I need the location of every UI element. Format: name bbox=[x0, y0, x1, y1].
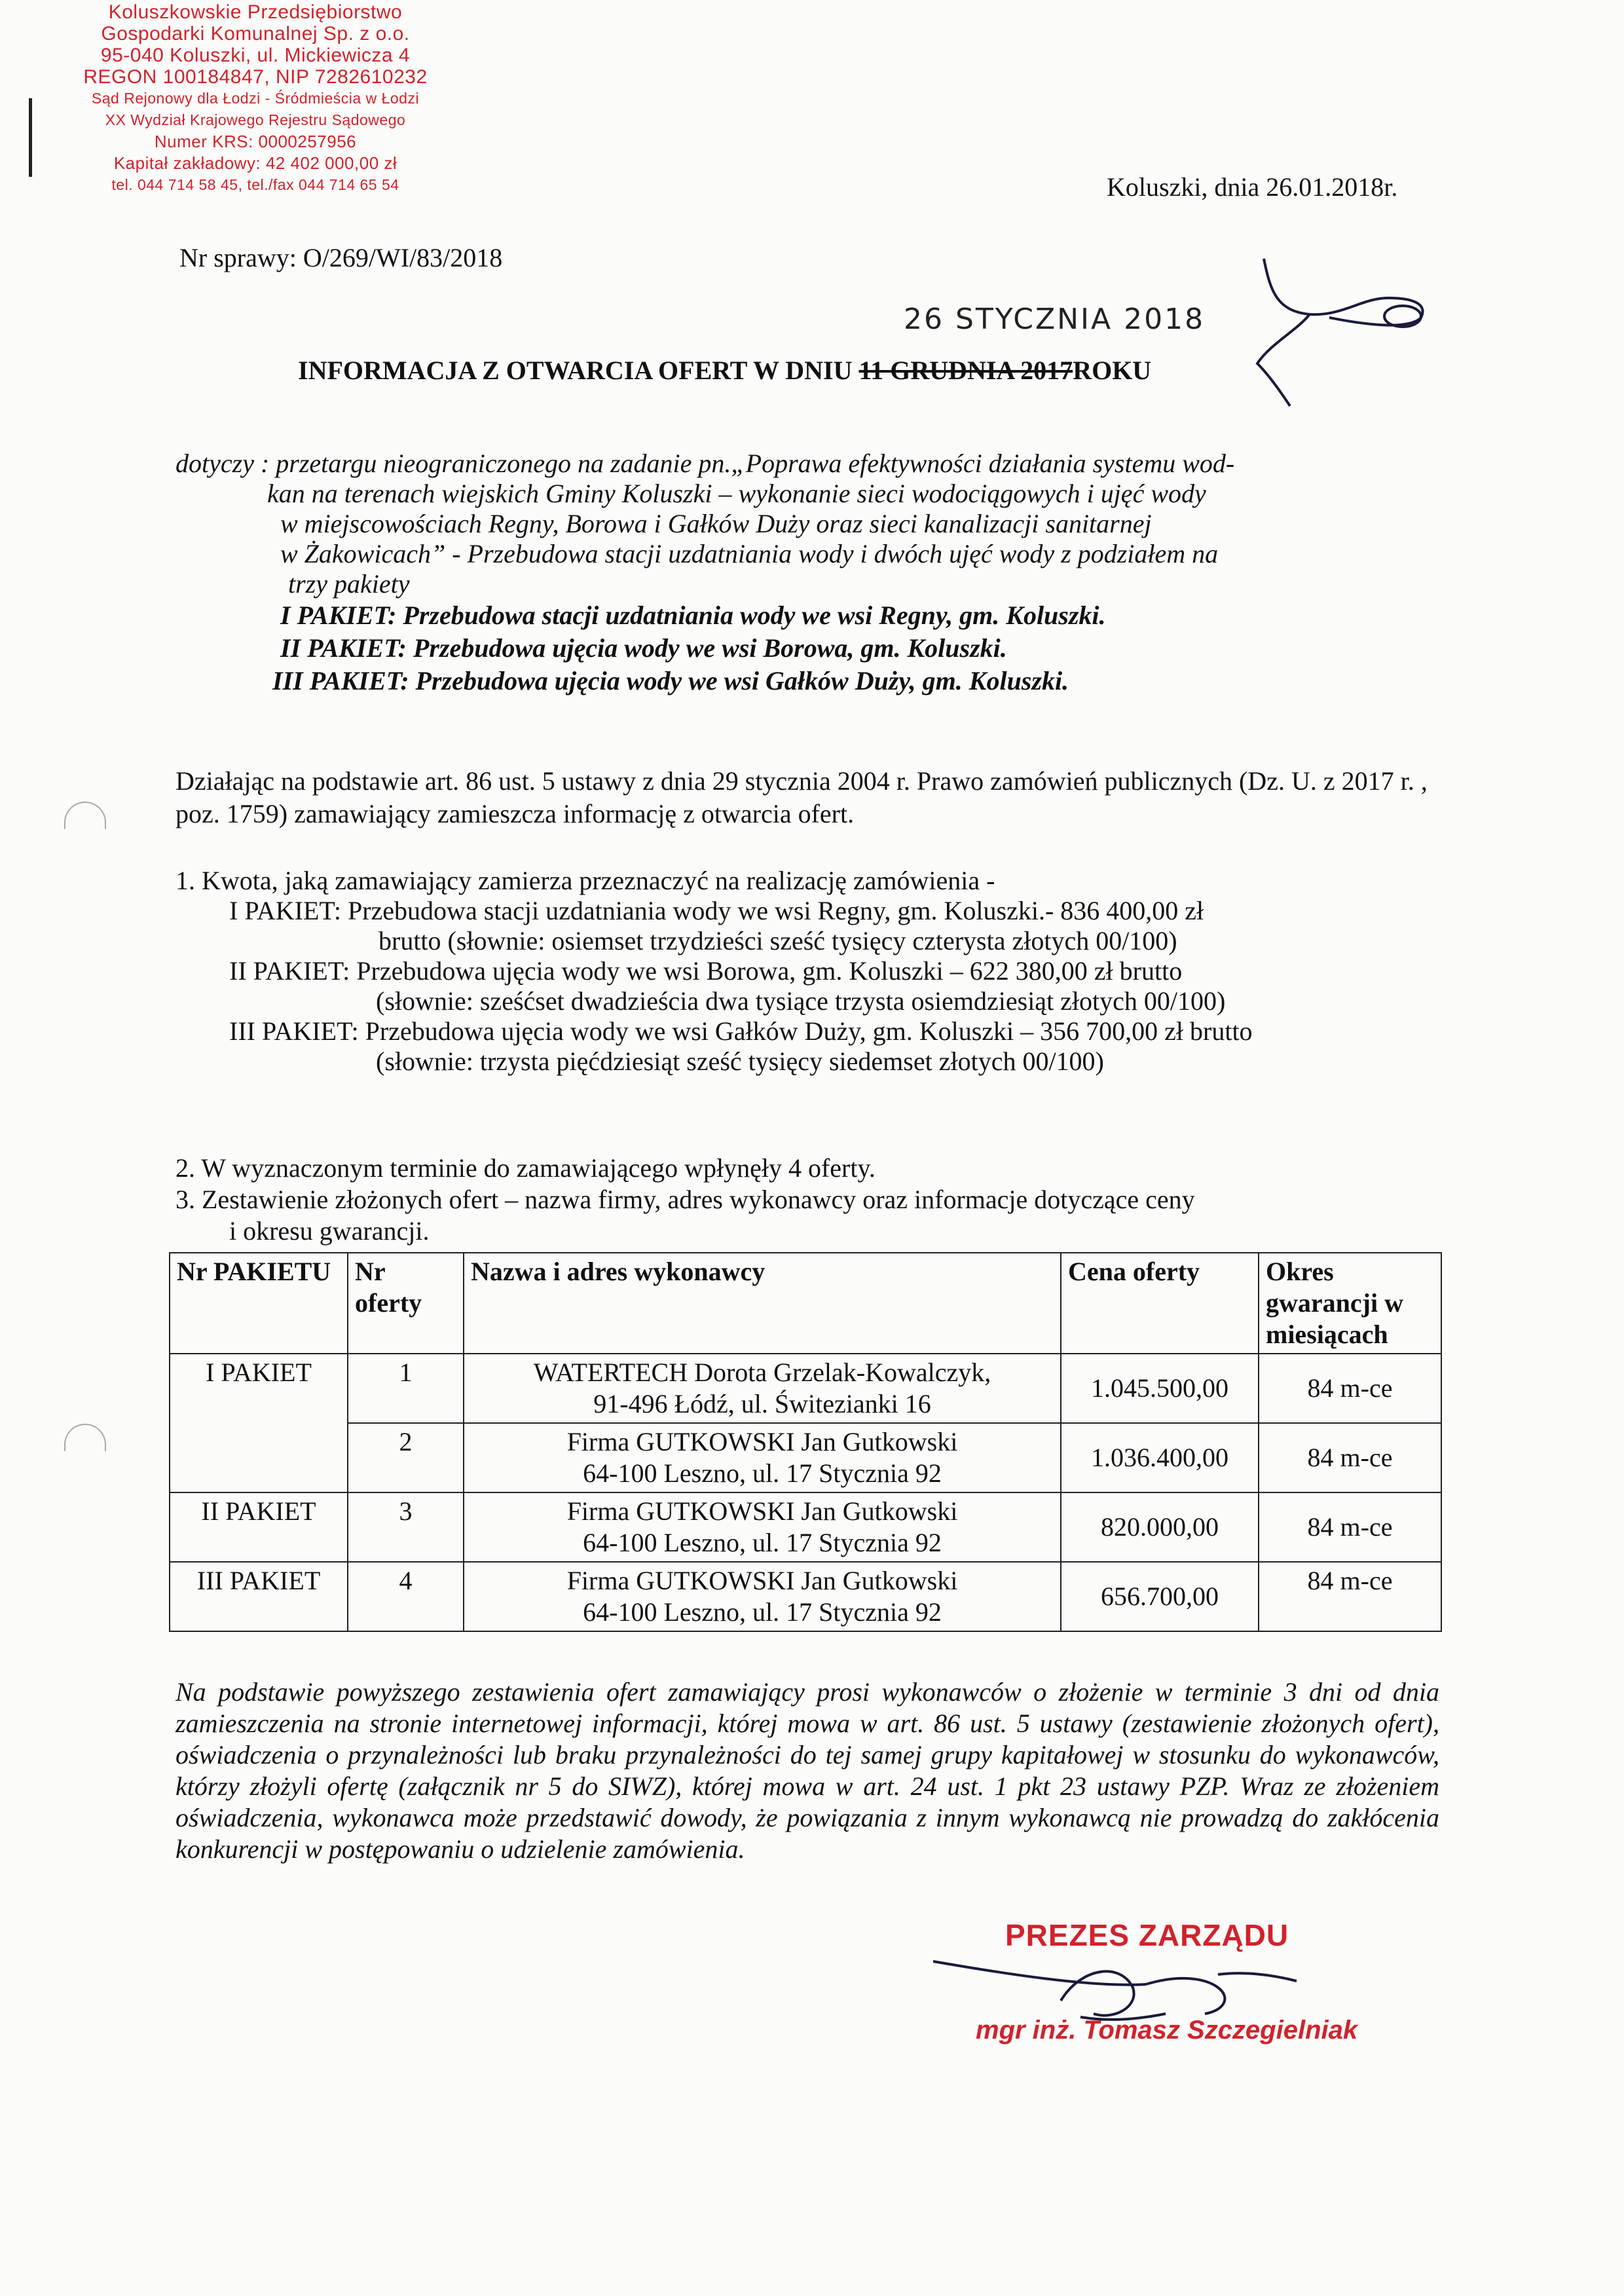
intro-line: trzy pakiety bbox=[288, 569, 410, 599]
signatory-name: mgr inż. Tomasz Szczegielniak bbox=[976, 2016, 1358, 2045]
stamp-pen-mark bbox=[29, 98, 32, 177]
signature-title-stamp: PREZES ZARZĄDU bbox=[1005, 1918, 1289, 1952]
cell-offer: 4 bbox=[348, 1562, 464, 1631]
punch-hole bbox=[64, 802, 106, 829]
intro-line: kan na terenach wiejskich Gminy Koluszki – wykonanie sieci wodociągowych i ujęć wody bbox=[267, 479, 1206, 508]
cell-contractor bbox=[464, 1562, 1061, 1631]
amount-line: (słownie: trzysta pięćdziesiąt sześć tysięcy siedemset złotych 00/100) bbox=[376, 1046, 1104, 1076]
closing-paragraph: Na podstawie powyższego zestawienia ofert zamawiający prosi wykonawców o złożenie w terminie 3 dni od dnia zamieszczenia na stronie internetowej informacji, której mowa w art. 86 ust. 5 ustawy (zestawienie złożonych ofert), oświadczenia o przynależności lub braku przynależności do tej samej grupy kapitałowej w stosunku do wykonawców, którzy złożyli ofertę (załącznik nr 5 do SIWZ), której mowa w art. 24 ust. 1 pkt 23 ustawy PZP. Wraz ze złożeniem oświadczenia, wykonawca może przedstawić dowody, że powiązania z innym wykonawcą nie prowadzą do zakłócenia konkurencji w postępowaniu o udzielenie zamówienia. bbox=[175, 1677, 1439, 1864]
contractor-address: 91-496 Łódź, ul. Świtezianki 16 bbox=[593, 1389, 931, 1418]
intro-line: w Żakowicach” - Przebudowa stacji uzdatniania wody i dwóch ujęć wody z podziałem na bbox=[280, 539, 1219, 568]
cell-price: 820.000,00 bbox=[1061, 1492, 1259, 1562]
stamp-line: Numer KRS: 0000257956 bbox=[154, 132, 357, 151]
document-date: Koluszki, dnia 26.01.2018r. bbox=[1107, 172, 1398, 202]
company-stamp bbox=[26, 1, 485, 196]
heading-main: INFORMACJA Z OTWARCIA OFERT W DNIU bbox=[298, 356, 853, 385]
contractor-address: 64-100 Leszno, ul. 17 Stycznia 92 bbox=[583, 1528, 942, 1557]
cell-offer: 1 bbox=[348, 1354, 464, 1423]
amount-line: III PAKIET: Przebudowa ujęcia wody we wsi Gałków Duży, gm. Koluszki – 356 700,00 zł brutto bbox=[229, 1016, 1253, 1046]
offers-table bbox=[169, 1252, 1442, 1632]
contractor-address: 64-100 Leszno, ul. 17 Stycznia 92 bbox=[583, 1458, 942, 1488]
table-header-row bbox=[170, 1253, 1441, 1354]
heading-struck-date: 11 GRUDNIA 2017 bbox=[858, 356, 1073, 385]
cell-price: 1.045.500,00 bbox=[1061, 1354, 1259, 1423]
cell-offer: 2 bbox=[348, 1423, 464, 1492]
table-row bbox=[170, 1492, 1441, 1562]
header-package: Nr PAKIETU bbox=[170, 1253, 348, 1354]
point-3-cont: i okresu gwarancji. bbox=[229, 1216, 430, 1246]
header-warranty: Okres gwarancji w miesiącach bbox=[1259, 1253, 1441, 1354]
points-list bbox=[175, 1153, 1446, 1247]
header-contractor: Nazwa i adres wykonawcy bbox=[464, 1253, 1061, 1354]
contractor-name: Firma GUTKOWSKI Jan Gutkowski bbox=[566, 1566, 958, 1595]
punch-hole bbox=[64, 1424, 106, 1451]
initials-signature bbox=[1231, 252, 1447, 409]
cell-warranty: 84 m-ce bbox=[1259, 1354, 1441, 1423]
cell-package: III PAKIET bbox=[170, 1562, 348, 1631]
contractor-name: Firma GUTKOWSKI Jan Gutkowski bbox=[566, 1496, 958, 1526]
intro-line: w miejscowościach Regny, Borowa i Gałków Duży oraz sieci kanalizacji sanitarnej bbox=[280, 509, 1152, 538]
contractor-address: 64-100 Leszno, ul. 17 Stycznia 92 bbox=[583, 1597, 942, 1627]
stamp-line: Gospodarki Komunalnej Sp. z o.o. bbox=[101, 23, 410, 45]
amount-line: I PAKIET: Przebudowa stacji uzdatniania wody we wsi Regny, gm. Koluszki.- 836 400,00 zł bbox=[229, 896, 1204, 925]
cell-offer: 3 bbox=[348, 1492, 464, 1562]
amount-title: 1. Kwota, jaką zamawiający zamierza przeznaczyć na realizację zamówienia - bbox=[175, 866, 995, 895]
cell-warranty: 84 m-ce bbox=[1259, 1492, 1441, 1562]
stamp-line: Kapitał zakładowy: 42 402 000,00 zł bbox=[113, 153, 397, 173]
cell-price: 1.036.400,00 bbox=[1061, 1423, 1259, 1492]
stamp-line: XX Wydział Krajowego Rejestru Sądowego bbox=[105, 111, 406, 128]
intro-line: dotyczy : przetargu nieograniczonego na zadanie pn.„Poprawa efektywności działania systemu wod- bbox=[175, 449, 1235, 478]
table-row bbox=[170, 1423, 1441, 1492]
amount-line: II PAKIET: Przebudowa ujęcia wody we wsi Borowa, gm. Koluszki – 622 380,00 zł brutto bbox=[229, 956, 1183, 986]
stamp-line: Koluszkowskie Przedsiębiorstwo bbox=[108, 1, 403, 23]
cell-contractor bbox=[464, 1492, 1061, 1562]
cell-contractor bbox=[464, 1354, 1061, 1423]
document-heading bbox=[298, 355, 1151, 386]
stamp-line: 95-040 Koluszki, ul. Mickiewicza 4 bbox=[100, 45, 411, 66]
subject-paragraph bbox=[175, 449, 1446, 697]
stamp-line: Sąd Rejonowy dla Łodzi - Śródmieścia w Łodzi bbox=[91, 90, 420, 107]
package-line: II PAKIET: Przebudowa ujęcia wody we wsi Borowa, gm. Koluszki. bbox=[280, 633, 1007, 663]
budget-amounts bbox=[175, 866, 1459, 1077]
point-3: 3. Zestawienie złożonych ofert – nazwa firmy, adres wykonawcy oraz informacje dotyczące ceny bbox=[175, 1185, 1195, 1214]
case-number: Nr sprawy: O/269/WI/83/2018 bbox=[179, 243, 503, 272]
header-price: Cena oferty bbox=[1061, 1253, 1259, 1354]
stamp-line: tel. 044 714 58 45, tel./fax 044 714 65 54 bbox=[111, 176, 399, 193]
header-offer: Nr oferty bbox=[348, 1253, 464, 1354]
cell-price: 656.700,00 bbox=[1061, 1562, 1259, 1631]
cell-contractor bbox=[464, 1423, 1061, 1492]
table-row bbox=[170, 1562, 1441, 1631]
cell-warranty: 84 m-ce bbox=[1259, 1423, 1441, 1492]
legal-basis: Działając na podstawie art. 86 ust. 5 ustawy z dnia 29 stycznia 2004 r. Prawo zamówień publicznych (Dz. U. z 2017 r. , poz. 1759) zamawiający zamieszcza informację z otwarcia ofert. bbox=[175, 766, 1428, 828]
stamp-line: REGON 100184847, NIP 7282610232 bbox=[83, 66, 428, 88]
table-row bbox=[170, 1354, 1441, 1423]
heading-end: ROKU bbox=[1073, 356, 1152, 385]
cell-warranty: 84 m-ce bbox=[1259, 1562, 1441, 1631]
amount-line: brutto (słownie: osiemset trzydzieści sześć tysięcy czterysta złotych 00/100) bbox=[378, 926, 1177, 955]
point-2: 2. W wyznaczonym terminie do zamawiającego wpłynęły 4 oferty. bbox=[175, 1153, 876, 1183]
cell-package: II PAKIET bbox=[170, 1492, 348, 1562]
contractor-name: WATERTECH Dorota Grzelak-Kowalczyk, bbox=[533, 1358, 991, 1387]
handwritten-date: 26 STYCZNIA 2018 bbox=[904, 303, 1206, 336]
package-line: I PAKIET: Przebudowa stacji uzdatniania wody we wsi Regny, gm. Koluszki. bbox=[280, 601, 1106, 630]
amount-line: (słownie: sześćset dwadzieścia dwa tysiące trzysta osiemdziesiąt złotych 00/100) bbox=[376, 986, 1226, 1016]
contractor-name: Firma GUTKOWSKI Jan Gutkowski bbox=[566, 1427, 958, 1456]
cell-package: I PAKIET bbox=[170, 1354, 348, 1492]
package-line: III PAKIET: Przebudowa ujęcia wody we wsi Gałków Duży, gm. Koluszki. bbox=[272, 666, 1069, 695]
